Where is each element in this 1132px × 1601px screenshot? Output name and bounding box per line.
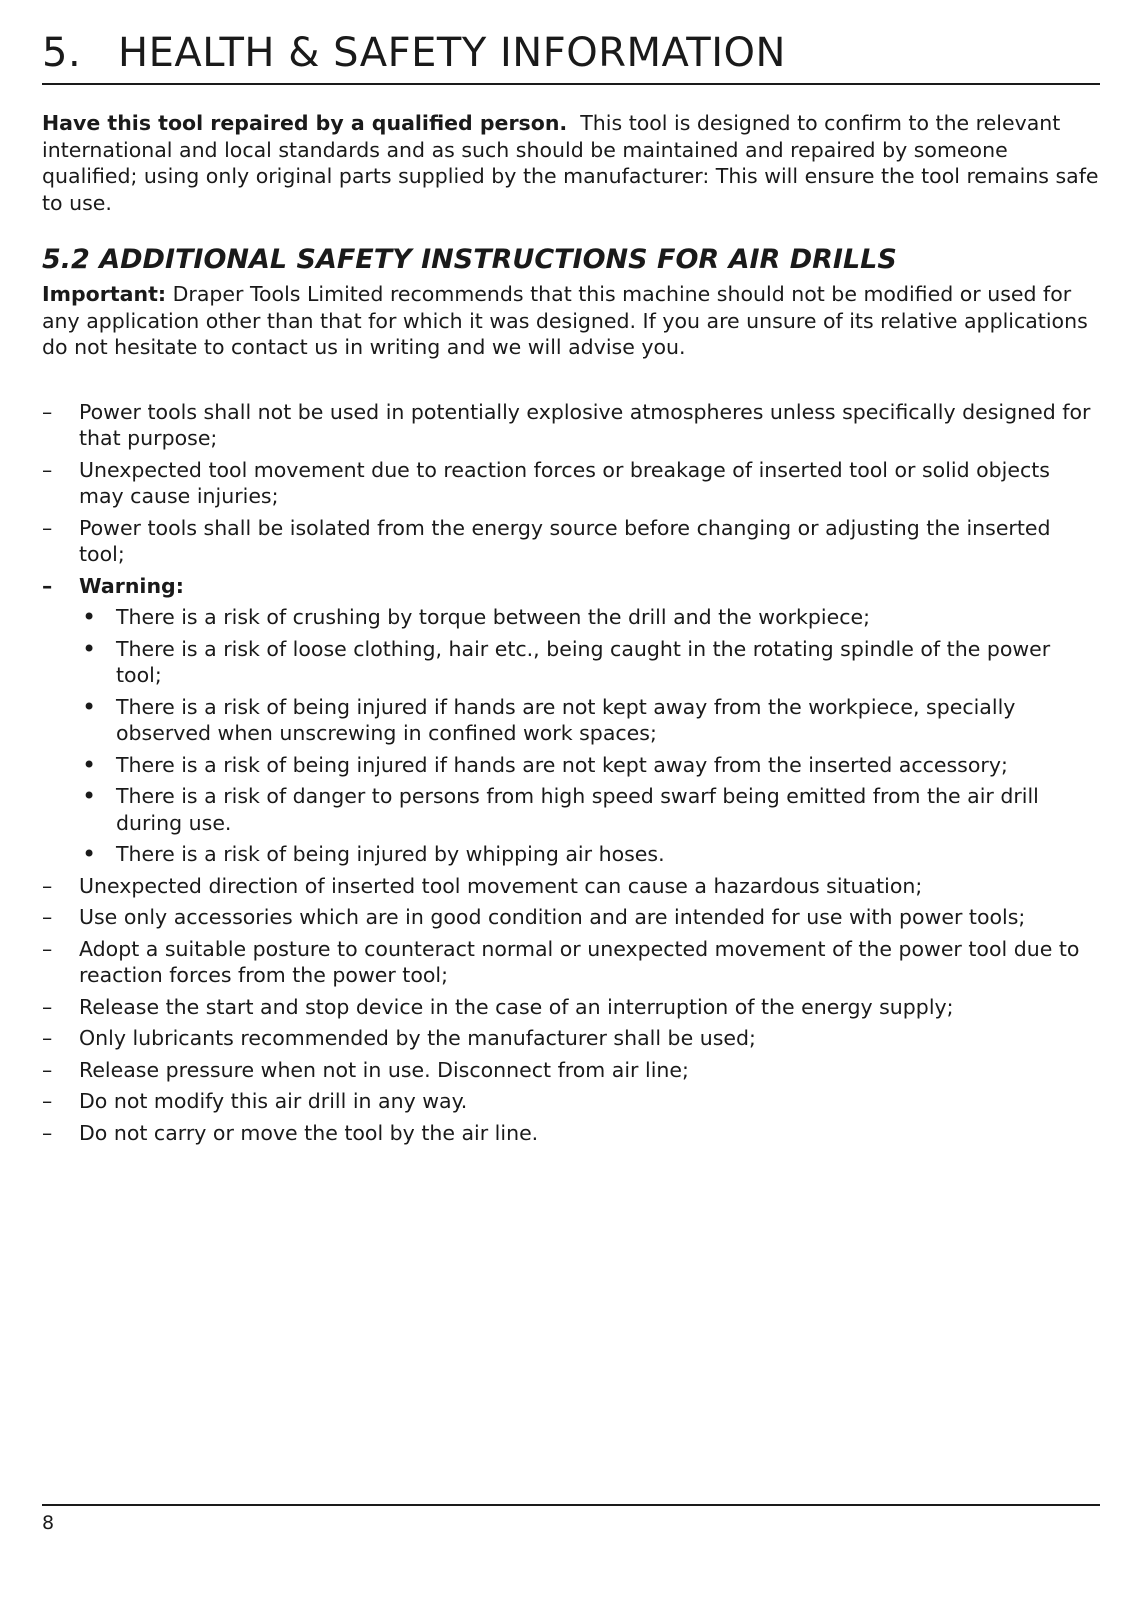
list-item [42, 399, 1100, 452]
dash-marker: – [42, 905, 53, 929]
warning-bullet [79, 783, 1100, 836]
warning-bullet-text: There is a risk of crushing by torque between the drill and the workpiece; [116, 605, 871, 629]
warning-bullet [79, 604, 1100, 631]
list-item [42, 994, 1100, 1021]
warning-bullet-text: There is a risk of danger to persons from high speed swarf being emitted from the air drill during use. [116, 784, 1039, 835]
list-item-text: Power tools shall not be used in potentially explosive atmospheres unless specifically designed for that purpose; [79, 399, 1091, 450]
list-item [42, 515, 1100, 568]
bullet-marker: • [82, 782, 97, 810]
warning-bullet-text: There is a risk of being injured by whipping air hoses. [116, 842, 665, 866]
list-item [42, 873, 1100, 900]
list-item-text: Do not modify this air drill in any way. [79, 1089, 468, 1113]
list-item [42, 1025, 1100, 1052]
important-paragraph [42, 281, 1100, 361]
list-item [42, 1057, 1100, 1084]
warning-bullet-text: There is a risk of being injured if hands are not kept away from the inserted accessory; [116, 752, 1008, 777]
dash-marker: – [42, 873, 53, 898]
dash-marker: – [42, 1120, 53, 1145]
list-item [42, 1088, 1100, 1115]
footer-rule [42, 1504, 1100, 1506]
warning-item [42, 573, 1100, 868]
warning-label: Warning: [79, 573, 184, 598]
manual-page [42, 0, 1100, 1601]
list-item-text: Adopt a suitable posture to counteract normal or unexpected movement of the power tool due to reaction forces from the power tool; [79, 936, 1080, 987]
list-item-text: Unexpected tool movement due to reaction forces or breakage of inserted tool or solid objects may cause injuries; [79, 457, 1050, 508]
header-rule [42, 83, 1100, 85]
list-item-text: Use only accessories which are in good condition and are intended for use with power tools; [79, 905, 1026, 929]
list-item-text: Power tools shall be isolated from the energy source before changing or adjusting the inserted tool; [79, 515, 1051, 566]
list-item [42, 457, 1100, 510]
list-item-text: Unexpected direction of inserted tool movement can cause a hazardous situation; [79, 873, 923, 898]
intro-text: This tool is designed to confirm to the relevant international and local standards and as such should be maintained and repaired by someone qualified; using only original parts supplied by the manufacturer: This will ensure the tool remains safe to use. [42, 111, 1099, 215]
safety-instructions-list [42, 399, 1100, 1147]
bullet-marker: • [82, 634, 97, 663]
list-item-text: Release the start and stop device in the case of an interruption of the energy supply; [79, 994, 954, 1019]
warning-bullet-text: There is a risk of being injured if hands are not kept away from the workpiece, specially observed when unscrewing in confined work spaces; [116, 694, 1016, 745]
warning-bullet-list [79, 604, 1100, 868]
warning-bullet-text: There is a risk of loose clothing, hair etc., being caught in the rotating spindle of the power tool; [116, 636, 1051, 687]
page-title [42, 30, 786, 76]
warning-bullet [79, 636, 1100, 689]
page-number: 8 [42, 1512, 55, 1534]
dash-marker: – [42, 1026, 53, 1050]
dash-marker: – [42, 399, 53, 424]
warning-bullet [79, 841, 1100, 868]
dash-marker: – [42, 994, 53, 1019]
warning-bullet [79, 752, 1100, 779]
intro-bold-lead: Have this tool repaired by a qualified person. [42, 111, 568, 135]
warning-bullet [79, 694, 1100, 747]
bullet-marker: • [82, 840, 97, 868]
bullet-marker: • [82, 750, 97, 779]
list-item-text: Only lubricants recommended by the manufacturer shall be used; [79, 1026, 756, 1050]
bullet-marker: • [82, 603, 97, 631]
dash-marker: – [42, 936, 53, 961]
dash-marker: – [42, 573, 53, 598]
bullet-marker: • [82, 692, 97, 721]
dash-marker: – [42, 515, 53, 540]
list-item-text: Release pressure when not in use. Disconnect from air line; [79, 1057, 689, 1082]
section-number: 5. [42, 30, 82, 76]
section-title: HEALTH & SAFETY INFORMATION [118, 30, 786, 76]
important-label: Important: [42, 282, 167, 306]
intro-paragraph [42, 110, 1100, 216]
list-item [42, 1120, 1100, 1147]
list-item [42, 936, 1100, 989]
dash-marker: – [42, 457, 53, 482]
dash-marker: – [42, 1057, 53, 1082]
list-item-text: Do not carry or move the tool by the air line. [79, 1120, 539, 1145]
list-item [42, 904, 1100, 931]
subsection-heading: 5.2 ADDITIONAL SAFETY INSTRUCTIONS FOR AIR DRILLS [42, 244, 897, 275]
dash-marker: – [42, 1089, 53, 1113]
important-text: Draper Tools Limited recommends that this machine should not be modified or used for any application other than that for which it was designed. If you are unsure of its relative applications do not hesitate to contact us in writing and we will advise you. [42, 282, 1088, 359]
page-content [42, 110, 1100, 1151]
